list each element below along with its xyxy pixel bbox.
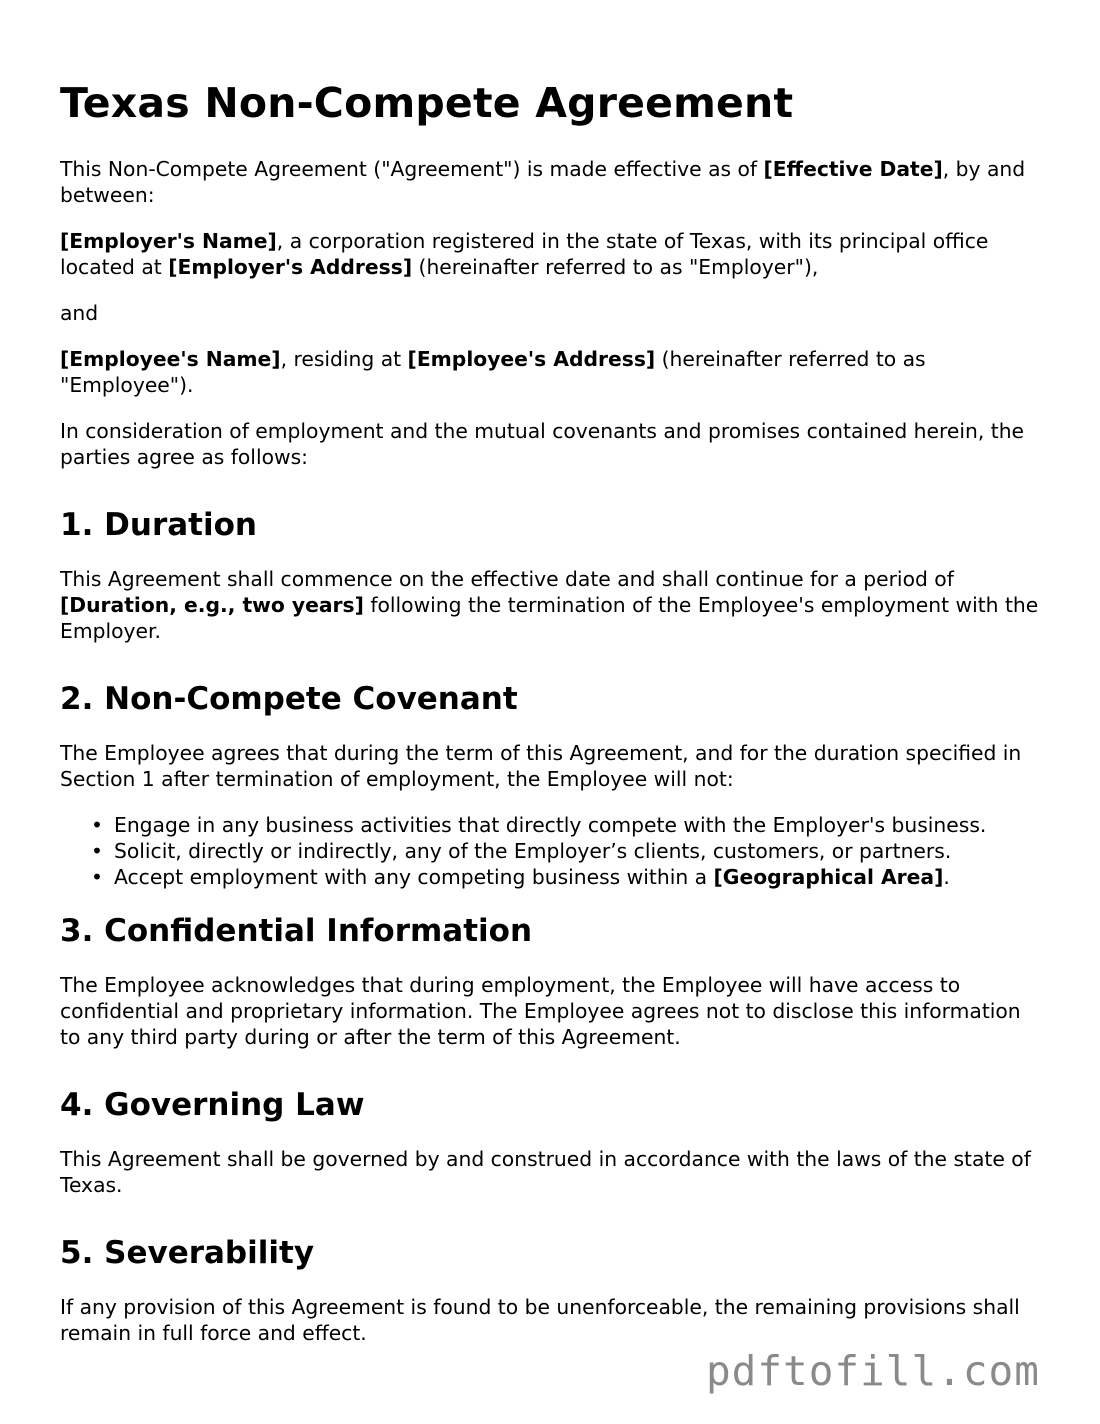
employer-name-field: [Employer's Name] xyxy=(60,229,277,253)
duration-paragraph: This Agreement shall commence on the effective date and shall continue for a period of [Duration, e.g., two years] following the termination of the Employee's employment with the Employer. xyxy=(60,567,1039,643)
governing-law-heading: 4. Governing Law xyxy=(60,1087,365,1123)
employer-address-field: [Employer's Address] xyxy=(168,255,413,279)
effective-date-field: [Effective Date] xyxy=(763,157,943,181)
employer-paragraph: [Employer's Name], a corporation registered in the state of Texas, with its principal office located at [Employer's Address] (hereinafter referred to as "Employer"), xyxy=(60,229,989,279)
watermark-logo: pdftofill.com xyxy=(706,1347,1040,1395)
confidential-paragraph: The Employee acknowledges that during employment, the Employee will have access to confidential and proprietary information. The Employee agrees not to disclose this information to any third party during or after the term of this Agreement. xyxy=(60,973,1021,1049)
list-item: • Accept employment with any competing business within a [Geographical Area]. xyxy=(91,865,950,889)
bullet-icon: • xyxy=(91,813,103,837)
document-page xyxy=(60,78,1045,1366)
governing-law-paragraph: This Agreement shall be governed by and construed in accordance with the laws of the state of Texas. xyxy=(60,1147,1031,1197)
intro-paragraph: This Non-Compete Agreement ("Agreement") is made effective as of [Effective Date], by and between: xyxy=(60,157,1026,207)
consideration-paragraph: In consideration of employment and the mutual covenants and promises contained herein, the parties agree as follows: xyxy=(60,419,1025,469)
list-item: • Solicit, directly or indirectly, any of the Employer’s clients, customers, or partners. xyxy=(91,839,952,863)
noncompete-heading: 2. Non-Compete Covenant xyxy=(60,681,518,717)
bullet-icon: • xyxy=(91,865,103,889)
noncompete-paragraph: The Employee agrees that during the term of this Agreement, and for the duration specified in Section 1 after termination of employment, the Employee will not: xyxy=(60,741,1022,791)
severability-heading: 5. Severability xyxy=(60,1235,315,1271)
geographical-area-field: [Geographical Area] xyxy=(713,865,944,889)
document-title: Texas Non-Compete Agreement xyxy=(60,79,794,127)
employee-paragraph: [Employee's Name], residing at [Employee's Address] (hereinafter referred to as "Employee"). xyxy=(60,347,926,397)
list-item: • Engage in any business activities that directly compete with the Employer's business. xyxy=(91,813,987,837)
employee-address-field: [Employee's Address] xyxy=(407,347,656,371)
severability-paragraph: If any provision of this Agreement is found to be unenforceable, the remaining provisions shall remain in full force and effect. xyxy=(60,1295,1020,1345)
employee-name-field: [Employee's Name] xyxy=(60,347,281,371)
confidential-heading: 3. Confidential Information xyxy=(60,913,533,949)
duration-heading: 1. Duration xyxy=(60,507,257,543)
duration-field: [Duration, e.g., two years] xyxy=(60,593,364,617)
noncompete-list xyxy=(60,812,1045,890)
and-paragraph: and xyxy=(60,301,99,325)
bullet-icon: • xyxy=(91,839,103,863)
